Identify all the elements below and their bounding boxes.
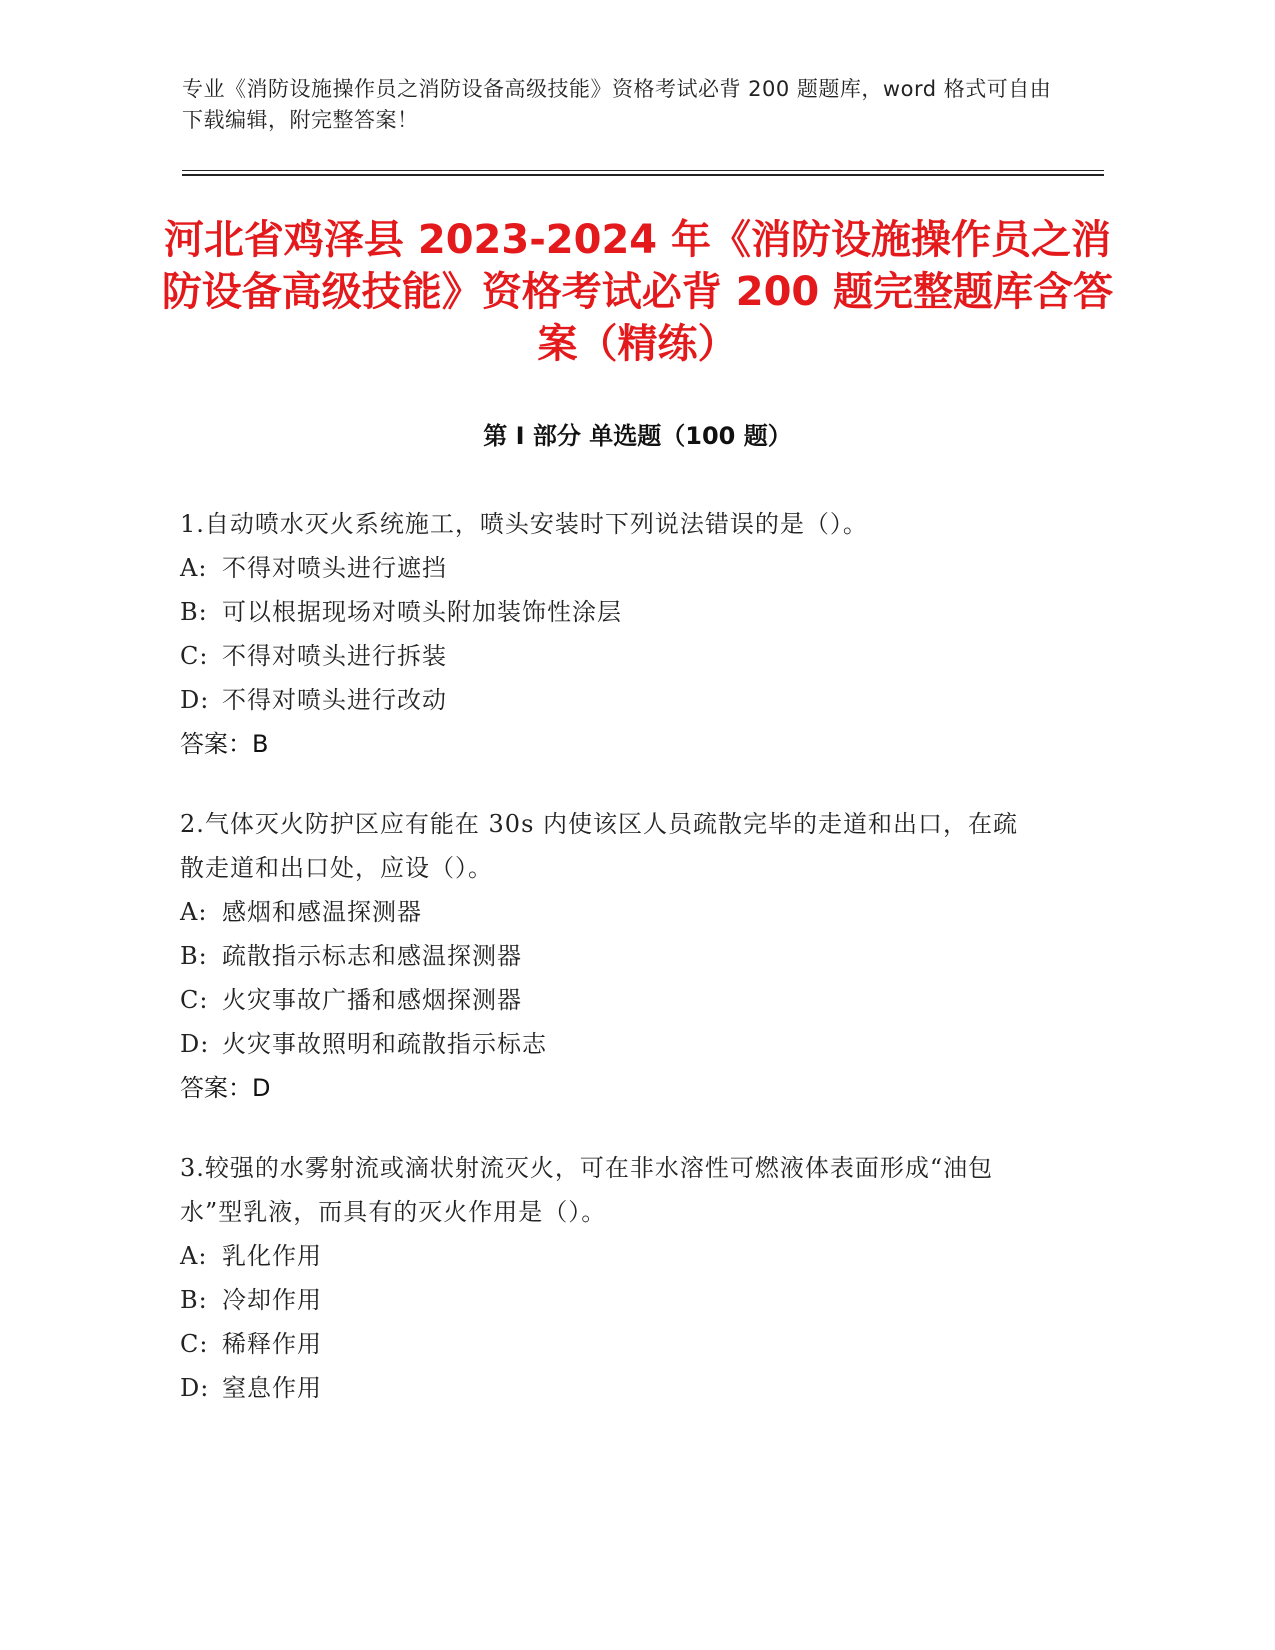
header-divider-thin bbox=[182, 170, 1104, 171]
question-3 bbox=[180, 1146, 1040, 1410]
question-stem: 3.较强的水雾射流或滴状射流灭火，可在非水溶性可燃液体表面形成“油包水”型乳液，而具有的灭火作用是（）。 bbox=[180, 1154, 994, 1226]
option-text: 感烟和感温探测器 bbox=[222, 898, 422, 926]
option-letter: D: bbox=[180, 1374, 210, 1402]
option-a bbox=[180, 546, 1040, 590]
question-1 bbox=[180, 502, 1040, 766]
section-heading: 第 I 部分 单选题（100 题） bbox=[483, 422, 792, 450]
question-2 bbox=[180, 802, 1040, 1110]
header-divider-thick bbox=[182, 174, 1104, 176]
option-d bbox=[180, 678, 1040, 722]
option-letter: A: bbox=[180, 554, 208, 582]
header-note: 专业《消防设施操作员之消防设备高级技能》资格考试必背 200 题题库，word 格式可自由下载编辑，附完整答案！ bbox=[182, 77, 1052, 132]
question-stem: 2.气体灭火防护区应有能在 30s 内使该区人员疏散完毕的走道和出口，在疏散走道和出口处，应设（）。 bbox=[180, 810, 1019, 882]
answer-line: 答案：D bbox=[180, 1074, 271, 1102]
option-a bbox=[180, 890, 1040, 934]
option-c bbox=[180, 634, 1040, 678]
option-text: 不得对喷头进行拆装 bbox=[222, 642, 447, 670]
option-letter: B: bbox=[180, 1286, 208, 1314]
option-text: 可以根据现场对喷头附加装饰性涂层 bbox=[222, 598, 622, 626]
option-text: 火灾事故照明和疏散指示标志 bbox=[222, 1030, 547, 1058]
option-b bbox=[180, 1278, 1040, 1322]
page-title: 河北省鸡泽县 2023-2024 年《消防设施操作员之消防设备高级技能》资格考试必背 200 题完整题库含答案（精练） bbox=[161, 217, 1114, 367]
option-d bbox=[180, 1366, 1040, 1410]
option-text: 不得对喷头进行改动 bbox=[222, 686, 447, 714]
option-text: 火灾事故广播和感烟探测器 bbox=[222, 986, 522, 1014]
option-a bbox=[180, 1234, 1040, 1278]
option-d bbox=[180, 1022, 1040, 1066]
option-letter: C: bbox=[180, 1330, 209, 1358]
option-letter: C: bbox=[180, 642, 209, 670]
option-letter: D: bbox=[180, 686, 210, 714]
question-list bbox=[180, 502, 1040, 1446]
option-b bbox=[180, 590, 1040, 634]
option-text: 不得对喷头进行遮挡 bbox=[222, 554, 447, 582]
option-letter: B: bbox=[180, 598, 208, 626]
option-letter: A: bbox=[180, 898, 208, 926]
question-stem: 1.自动喷水灭火系统施工，喷头安装时下列说法错误的是（）。 bbox=[180, 510, 868, 538]
option-letter: A: bbox=[180, 1242, 208, 1270]
option-c bbox=[180, 978, 1040, 1022]
option-text: 冷却作用 bbox=[222, 1286, 322, 1314]
option-text: 稀释作用 bbox=[222, 1330, 322, 1358]
option-letter: B: bbox=[180, 942, 208, 970]
option-text: 窒息作用 bbox=[222, 1374, 322, 1402]
option-b bbox=[180, 934, 1040, 978]
option-text: 疏散指示标志和感温探测器 bbox=[222, 942, 522, 970]
option-c bbox=[180, 1322, 1040, 1366]
option-letter: C: bbox=[180, 986, 209, 1014]
option-letter: D: bbox=[180, 1030, 210, 1058]
option-text: 乳化作用 bbox=[222, 1242, 322, 1270]
answer-line: 答案：B bbox=[180, 730, 269, 758]
